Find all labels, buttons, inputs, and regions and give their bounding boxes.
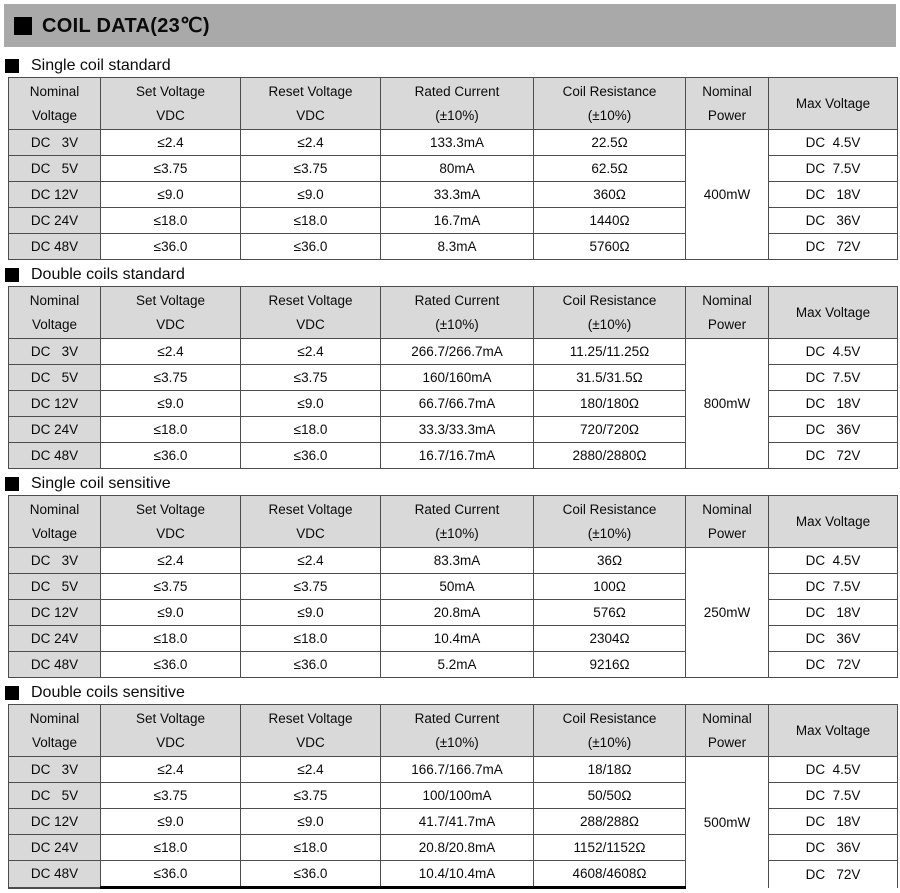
table-header-row	[9, 287, 898, 339]
cell-set-voltage: ≤18.0	[101, 208, 241, 234]
cell-set-voltage: ≤2.4	[101, 339, 241, 365]
col-header-set-voltage	[101, 287, 241, 339]
header-line: Coil Resistance	[562, 710, 657, 726]
cell-coil-resistance: 22.5Ω	[534, 130, 686, 156]
cell-max-voltage: DC 7.5V	[769, 783, 898, 809]
cell-nominal-power: 500mW	[686, 757, 769, 888]
cell-set-voltage: ≤3.75	[101, 365, 241, 391]
header-line: Set Voltage	[135, 292, 206, 308]
col-header-nominal-power	[686, 287, 769, 339]
cell-nominal-voltage: DC 5V	[9, 156, 101, 182]
header-line: Coil Resistance	[562, 292, 657, 308]
cell-reset-voltage: ≤9.0	[241, 391, 381, 417]
cell-max-voltage: DC 72V	[769, 443, 898, 469]
cell-nominal-power: 250mW	[686, 548, 769, 678]
cell-coil-resistance: 36Ω	[534, 548, 686, 574]
col-header-coil-resistance	[534, 705, 686, 757]
cell-coil-resistance: 180/180Ω	[534, 391, 686, 417]
cell-max-voltage: DC 18V	[769, 600, 898, 626]
header-line: Reset Voltage	[268, 83, 353, 99]
cell-max-voltage: DC 18V	[769, 809, 898, 835]
black-square-icon	[5, 268, 19, 282]
col-header-max-voltage	[769, 496, 898, 548]
cell-coil-resistance: 9216Ω	[534, 652, 686, 678]
cell-nominal-voltage: DC 24V	[9, 626, 101, 652]
cell-reset-voltage: ≤18.0	[241, 417, 381, 443]
section-header-double-coils-standard	[5, 265, 900, 284]
header-line: Nominal	[29, 292, 80, 308]
coil-table-single-coil-standard	[8, 77, 898, 260]
cell-coil-resistance: 31.5/31.5Ω	[534, 365, 686, 391]
cell-rated-current: 16.7mA	[381, 208, 534, 234]
header-line: (±10%)	[587, 107, 632, 123]
cell-nominal-voltage: DC 24V	[9, 208, 101, 234]
cell-set-voltage: ≤9.0	[101, 182, 241, 208]
cell-nominal-voltage: DC 12V	[9, 182, 101, 208]
cell-max-voltage: DC 18V	[769, 182, 898, 208]
col-header-rated-current	[381, 705, 534, 757]
header-line: Power	[707, 107, 747, 123]
header-line: Reset Voltage	[268, 292, 353, 308]
cell-nominal-voltage: DC 48V	[9, 861, 101, 888]
cell-coil-resistance: 360Ω	[534, 182, 686, 208]
cell-max-voltage: DC 4.5V	[769, 548, 898, 574]
cell-nominal-voltage: DC 24V	[9, 835, 101, 861]
coil-table-double-coils-standard	[8, 286, 898, 469]
header-line: Voltage	[31, 734, 78, 750]
cell-coil-resistance: 1152/1152Ω	[534, 835, 686, 861]
cell-rated-current: 33.3/33.3mA	[381, 417, 534, 443]
col-header-nominal-power	[686, 78, 769, 130]
cell-coil-resistance: 11.25/11.25Ω	[534, 339, 686, 365]
col-header-max-voltage	[769, 287, 898, 339]
black-square-icon	[5, 477, 19, 491]
header-line: (±10%)	[435, 316, 479, 332]
col-header-max-voltage	[769, 705, 898, 757]
cell-max-voltage: DC 36V	[769, 417, 898, 443]
cell-coil-resistance: 720/720Ω	[534, 417, 686, 443]
col-header-nominal-voltage	[9, 496, 101, 548]
cell-reset-voltage: ≤18.0	[241, 626, 381, 652]
header-line: Reset Voltage	[268, 710, 353, 726]
header-line: (±10%)	[435, 107, 479, 123]
page	[0, 4, 900, 893]
cell-rated-current: 80mA	[381, 156, 534, 182]
col-header-reset-voltage	[241, 78, 381, 130]
cell-coil-resistance: 18/18Ω	[534, 757, 686, 783]
section-header-single-coil-standard	[5, 56, 900, 75]
cell-rated-current: 16.7/16.7mA	[381, 443, 534, 469]
header-line: VDC	[296, 107, 325, 123]
cell-set-voltage: ≤9.0	[101, 391, 241, 417]
header-line: Rated Current	[414, 501, 500, 517]
cell-coil-resistance: 100Ω	[534, 574, 686, 600]
col-header-reset-voltage	[241, 496, 381, 548]
cell-reset-voltage: ≤18.0	[241, 208, 381, 234]
header-line: Nominal	[702, 83, 752, 99]
header-line: Set Voltage	[135, 710, 206, 726]
header-line: Max Voltage	[795, 723, 871, 738]
cell-rated-current: 10.4/10.4mA	[381, 861, 534, 888]
header-line: Max Voltage	[795, 305, 871, 320]
cell-set-voltage: ≤18.0	[101, 417, 241, 443]
header-line: Rated Current	[414, 83, 500, 99]
col-header-coil-resistance	[534, 78, 686, 130]
cell-nominal-voltage: DC 3V	[9, 130, 101, 156]
header-line: VDC	[156, 734, 185, 750]
header-line: (±10%)	[587, 316, 632, 332]
cell-max-voltage: DC 18V	[769, 391, 898, 417]
header-line: Rated Current	[414, 710, 500, 726]
header-line: Nominal	[29, 710, 80, 726]
cell-reset-voltage: ≤36.0	[241, 861, 381, 888]
cell-rated-current: 10.4mA	[381, 626, 534, 652]
header-line: VDC	[296, 525, 325, 541]
header-line: Set Voltage	[135, 501, 206, 517]
cell-nominal-voltage: DC 12V	[9, 391, 101, 417]
cell-rated-current: 160/160mA	[381, 365, 534, 391]
cell-max-voltage: DC 4.5V	[769, 339, 898, 365]
cell-nominal-voltage: DC 12V	[9, 809, 101, 835]
col-header-max-voltage	[769, 78, 898, 130]
cell-reset-voltage: ≤2.4	[241, 548, 381, 574]
cell-nominal-voltage: DC 48V	[9, 652, 101, 678]
black-square-icon	[5, 686, 19, 700]
cell-reset-voltage: ≤36.0	[241, 234, 381, 260]
cell-rated-current: 133.3mA	[381, 130, 534, 156]
header-line: Coil Resistance	[562, 501, 657, 517]
cell-coil-resistance: 5760Ω	[534, 234, 686, 260]
cell-set-voltage: ≤36.0	[101, 234, 241, 260]
header-line: (±10%)	[587, 525, 632, 541]
cell-reset-voltage: ≤3.75	[241, 574, 381, 600]
header-line: VDC	[156, 316, 185, 332]
page-title-bar	[4, 4, 896, 47]
cell-set-voltage: ≤36.0	[101, 443, 241, 469]
cell-nominal-voltage: DC 48V	[9, 443, 101, 469]
table-header-row	[9, 78, 898, 130]
header-line: Nominal	[702, 292, 752, 308]
page-title: COIL DATA(23℃)	[42, 15, 210, 37]
cell-reset-voltage: ≤3.75	[241, 365, 381, 391]
cell-nominal-voltage: DC 12V	[9, 600, 101, 626]
cell-coil-resistance: 50/50Ω	[534, 783, 686, 809]
section-title: Double coils sensitive	[31, 683, 185, 701]
cell-set-voltage: ≤3.75	[101, 574, 241, 600]
col-header-reset-voltage	[241, 705, 381, 757]
table-row	[9, 757, 898, 783]
table-header-row	[9, 705, 898, 757]
header-line: (±10%)	[587, 734, 632, 750]
header-line: Nominal	[29, 83, 80, 99]
cell-coil-resistance: 1440Ω	[534, 208, 686, 234]
cell-max-voltage: DC 7.5V	[769, 365, 898, 391]
cell-nominal-voltage: DC 5V	[9, 783, 101, 809]
section-title: Double coils standard	[31, 265, 185, 283]
section-title: Single coil sensitive	[31, 474, 171, 492]
cell-set-voltage: ≤2.4	[101, 757, 241, 783]
cell-set-voltage: ≤2.4	[101, 548, 241, 574]
col-header-rated-current	[381, 287, 534, 339]
section-header-double-coils-sensitive	[5, 683, 900, 702]
cell-coil-resistance: 288/288Ω	[534, 809, 686, 835]
cell-coil-resistance: 2880/2880Ω	[534, 443, 686, 469]
header-line: VDC	[156, 107, 185, 123]
col-header-coil-resistance	[534, 287, 686, 339]
cell-rated-current: 20.8/20.8mA	[381, 835, 534, 861]
header-line: VDC	[296, 316, 325, 332]
cell-max-voltage: DC 7.5V	[769, 574, 898, 600]
header-line: Voltage	[31, 525, 78, 541]
cell-max-voltage: DC 7.5V	[769, 156, 898, 182]
cell-nominal-power: 400mW	[686, 130, 769, 260]
section-title: Single coil standard	[31, 56, 171, 74]
cell-max-voltage: DC 72V	[769, 652, 898, 678]
cell-rated-current: 8.3mA	[381, 234, 534, 260]
black-square-icon	[5, 59, 19, 73]
header-line: Nominal	[702, 501, 752, 517]
cell-nominal-voltage: DC 3V	[9, 548, 101, 574]
cell-reset-voltage: ≤9.0	[241, 600, 381, 626]
header-line: Power	[707, 525, 747, 541]
cell-set-voltage: ≤3.75	[101, 156, 241, 182]
header-line: Max Voltage	[795, 514, 871, 529]
cell-reset-voltage: ≤36.0	[241, 443, 381, 469]
header-line: Reset Voltage	[268, 501, 353, 517]
cell-max-voltage: DC 36V	[769, 835, 898, 861]
cell-set-voltage: ≤2.4	[101, 130, 241, 156]
header-line: Nominal	[702, 710, 752, 726]
col-header-nominal-power	[686, 705, 769, 757]
header-line: Voltage	[31, 316, 78, 332]
cell-rated-current: 166.7/166.7mA	[381, 757, 534, 783]
col-header-set-voltage	[101, 705, 241, 757]
cell-reset-voltage: ≤2.4	[241, 130, 381, 156]
header-line: (±10%)	[435, 525, 479, 541]
cell-coil-resistance: 2304Ω	[534, 626, 686, 652]
table-row	[9, 130, 898, 156]
cell-reset-voltage: ≤18.0	[241, 835, 381, 861]
header-line: (±10%)	[435, 734, 479, 750]
cell-rated-current: 266.7/266.7mA	[381, 339, 534, 365]
cell-max-voltage: DC 36V	[769, 626, 898, 652]
header-line: Voltage	[31, 107, 78, 123]
cell-set-voltage: ≤36.0	[101, 652, 241, 678]
col-header-reset-voltage	[241, 287, 381, 339]
col-header-nominal-voltage	[9, 78, 101, 130]
cell-coil-resistance: 62.5Ω	[534, 156, 686, 182]
coil-table-single-coil-sensitive	[8, 495, 898, 678]
cell-set-voltage: ≤9.0	[101, 809, 241, 835]
header-line: Power	[707, 734, 747, 750]
header-line: Max Voltage	[795, 96, 871, 111]
col-header-set-voltage	[101, 78, 241, 130]
table-row	[9, 339, 898, 365]
cell-reset-voltage: ≤9.0	[241, 182, 381, 208]
cell-coil-resistance: 576Ω	[534, 600, 686, 626]
cell-set-voltage: ≤9.0	[101, 600, 241, 626]
black-square-icon	[14, 17, 32, 35]
table-row	[9, 548, 898, 574]
cell-max-voltage: DC 36V	[769, 208, 898, 234]
cell-nominal-voltage: DC 5V	[9, 365, 101, 391]
cell-reset-voltage: ≤9.0	[241, 809, 381, 835]
cell-rated-current: 5.2mA	[381, 652, 534, 678]
header-line: Power	[707, 316, 747, 332]
cell-rated-current: 66.7/66.7mA	[381, 391, 534, 417]
cell-nominal-voltage: DC 5V	[9, 574, 101, 600]
cell-reset-voltage: ≤3.75	[241, 783, 381, 809]
cell-max-voltage: DC 4.5V	[769, 757, 898, 783]
cell-reset-voltage: ≤2.4	[241, 757, 381, 783]
header-line: VDC	[296, 734, 325, 750]
header-line: Set Voltage	[135, 83, 206, 99]
table-header-row	[9, 496, 898, 548]
cell-reset-voltage: ≤3.75	[241, 156, 381, 182]
header-line: Nominal	[29, 501, 80, 517]
cell-rated-current: 20.8mA	[381, 600, 534, 626]
cell-reset-voltage: ≤2.4	[241, 339, 381, 365]
col-header-nominal-voltage	[9, 705, 101, 757]
col-header-rated-current	[381, 496, 534, 548]
cell-max-voltage: DC 72V	[769, 234, 898, 260]
cell-rated-current: 83.3mA	[381, 548, 534, 574]
cell-set-voltage: ≤36.0	[101, 861, 241, 888]
cell-rated-current: 41.7/41.7mA	[381, 809, 534, 835]
cell-max-voltage: DC 4.5V	[769, 130, 898, 156]
cell-set-voltage: ≤3.75	[101, 783, 241, 809]
cell-nominal-voltage: DC 24V	[9, 417, 101, 443]
cell-set-voltage: ≤18.0	[101, 835, 241, 861]
coil-table-double-coils-sensitive	[8, 704, 898, 889]
cell-coil-resistance: 4608/4608Ω	[534, 861, 686, 888]
col-header-coil-resistance	[534, 496, 686, 548]
col-header-nominal-power	[686, 496, 769, 548]
header-line: Rated Current	[414, 292, 500, 308]
section-header-single-coil-sensitive	[5, 474, 900, 493]
cell-rated-current: 33.3mA	[381, 182, 534, 208]
cell-reset-voltage: ≤36.0	[241, 652, 381, 678]
cell-rated-current: 100/100mA	[381, 783, 534, 809]
col-header-nominal-voltage	[9, 287, 101, 339]
cell-nominal-voltage: DC 3V	[9, 757, 101, 783]
cell-max-voltage: DC 72V	[769, 861, 898, 888]
header-line: VDC	[156, 525, 185, 541]
col-header-rated-current	[381, 78, 534, 130]
header-line: Coil Resistance	[562, 83, 657, 99]
cell-nominal-voltage: DC 48V	[9, 234, 101, 260]
cell-nominal-power: 800mW	[686, 339, 769, 469]
cell-set-voltage: ≤18.0	[101, 626, 241, 652]
col-header-set-voltage	[101, 496, 241, 548]
cell-rated-current: 50mA	[381, 574, 534, 600]
cell-nominal-voltage: DC 3V	[9, 339, 101, 365]
